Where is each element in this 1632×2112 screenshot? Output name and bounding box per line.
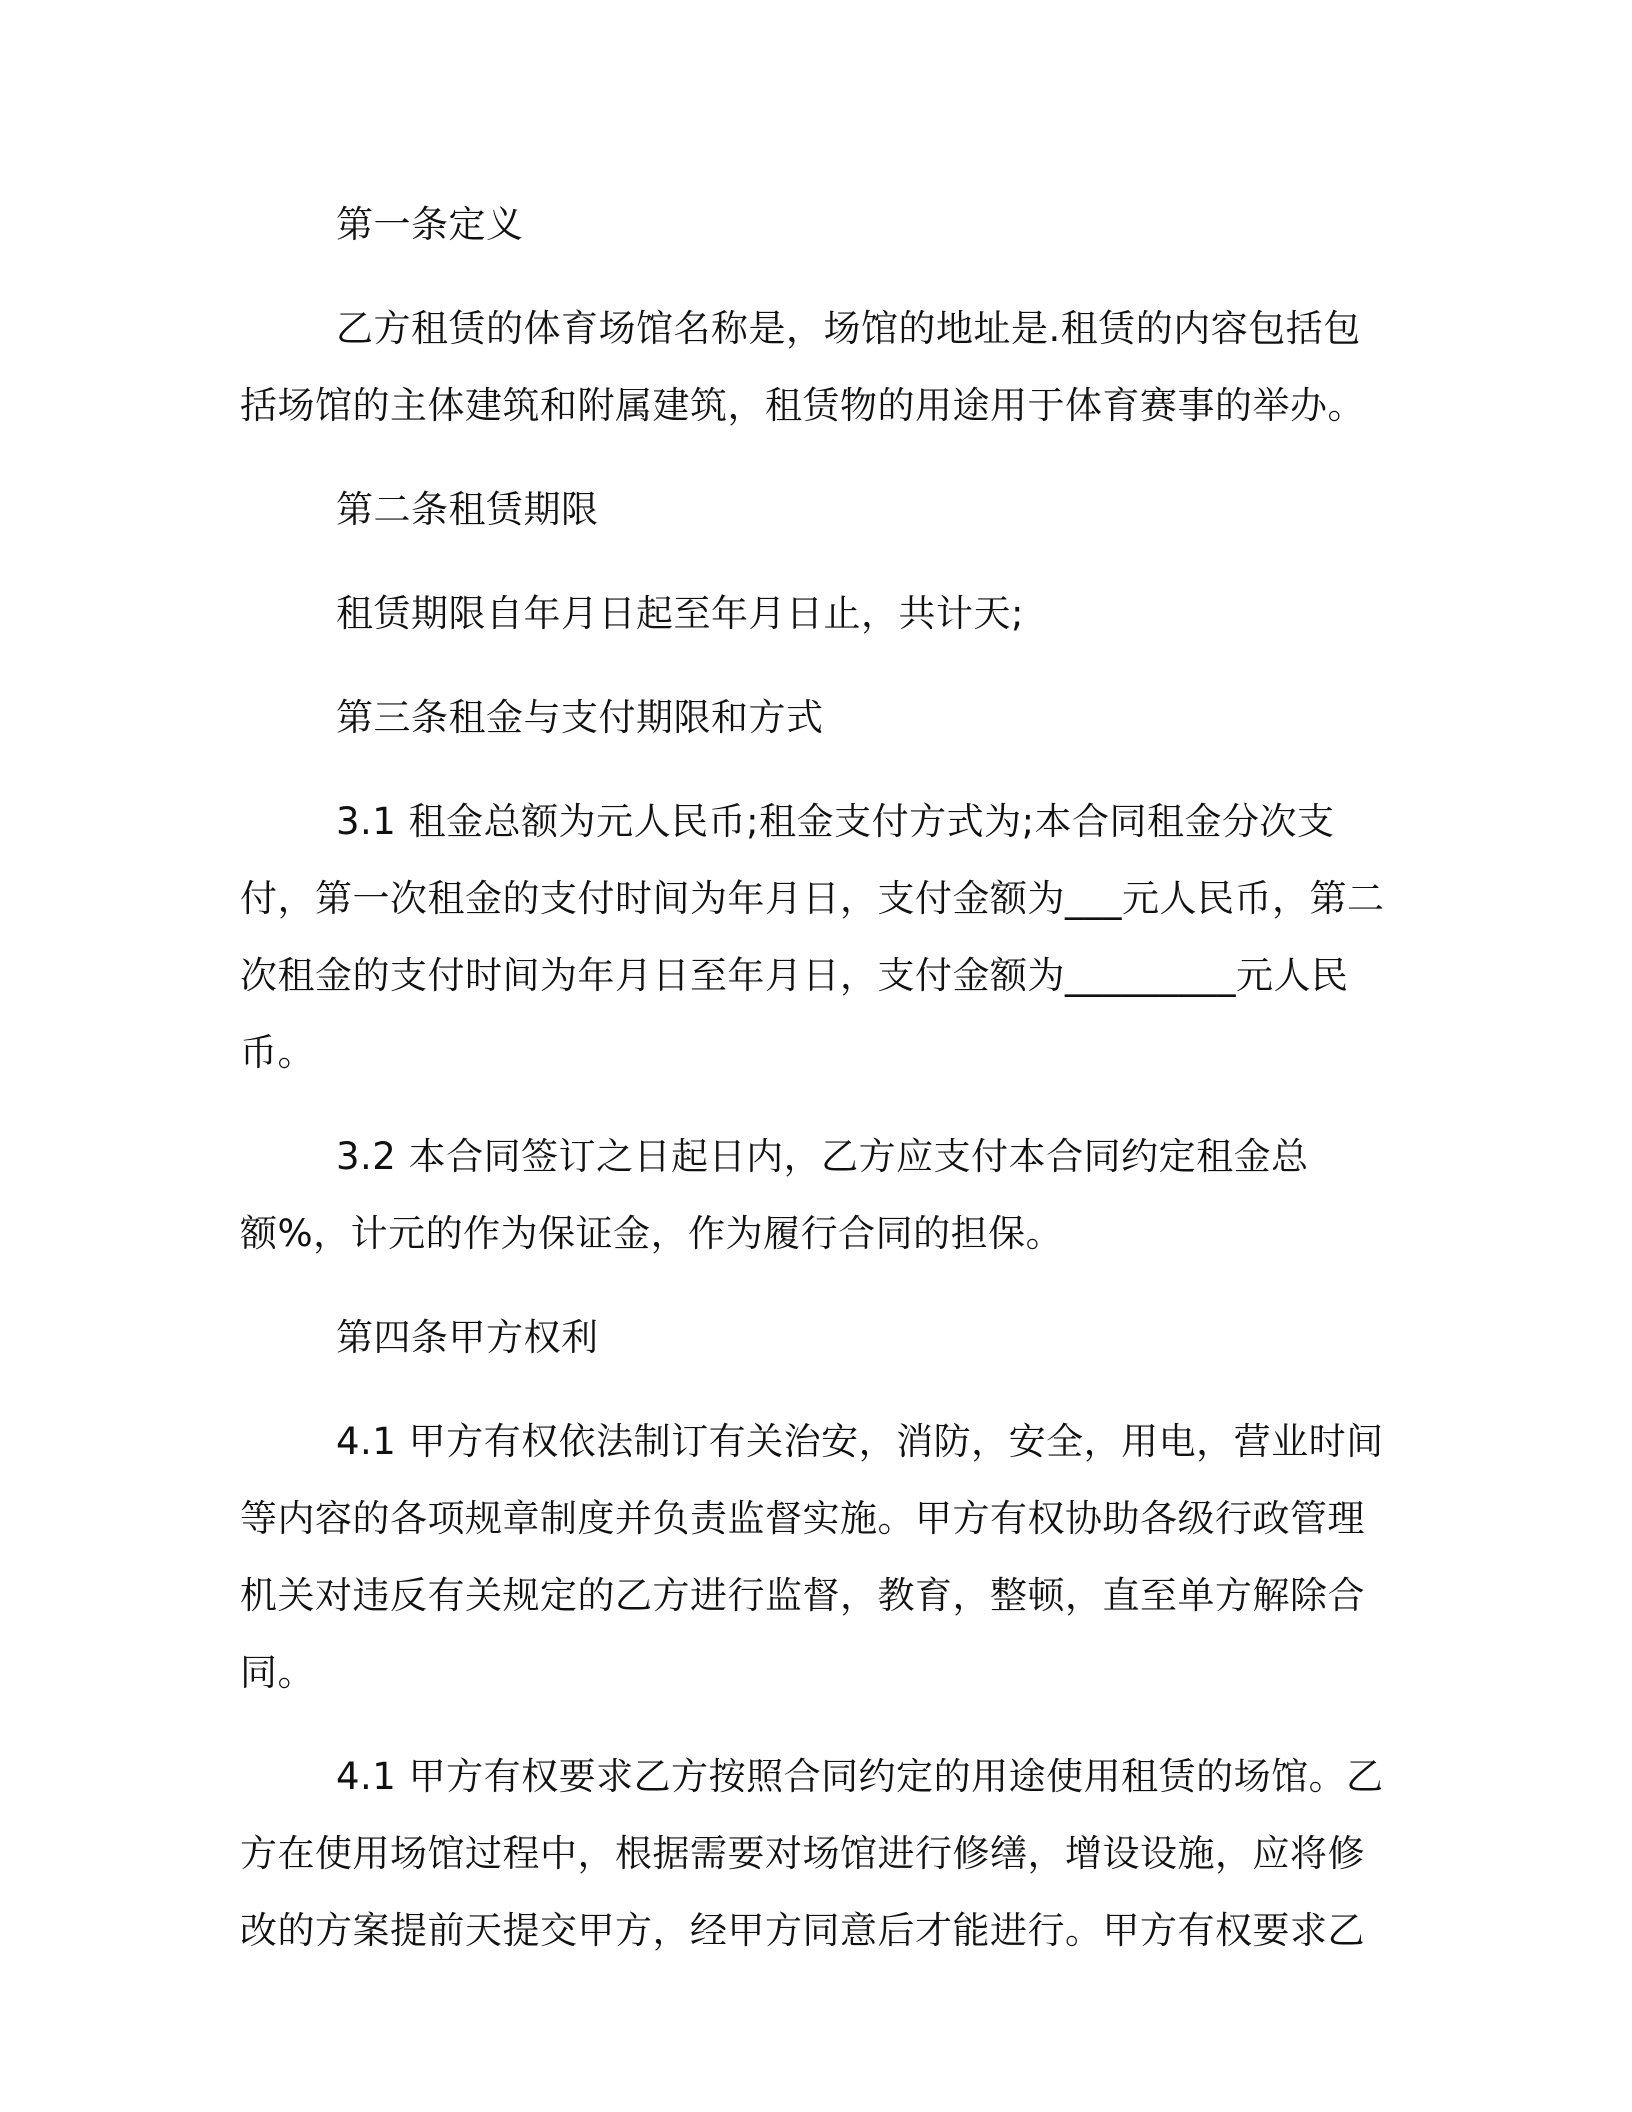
section-heading-2: 第二条租赁期限 [336,488,599,531]
spacer [240,548,1390,575]
paragraph-3-1: 3.1 租金总额为元人民币;租金支付方式为;本合同租金分次支付，第一次租金的支付时间为年月日，支付金额为___元人民币，第二次租金的支付时间为年月日至年月日，支付金额为_________元人民币。 [240,800,1385,1074]
paragraph-definition: 乙方租赁的体育场馆名称是，场馆的地址是.租赁的内容包括包括场馆的主体建筑和附属建筑，租赁物的用途用于体育赛事的举办。 [240,307,1365,427]
spacer [240,1376,1390,1403]
paragraph-4-1a: 4.1 甲方有权依法制订有关治安，消防，安全，用电，营业时间等内容的各项规章制度并负责监督实施。甲方有权协助各级行政管理机关对违反有关规定的乙方进行监督，教育，整顿，直至单方解除合同。 [240,1420,1384,1694]
paragraph-lease-term: 租赁期限自年月日起至年月日止，共计天; [336,592,1024,635]
spacer [240,1272,1390,1299]
spacer [240,756,1390,783]
document-body [240,186,1390,1969]
spacer [240,444,1390,471]
paragraph-3-2: 3.2 本合同签订之日起日内，乙方应支付本合同约定租金总额%，计元的作为保证金，作为履行合同的担保。 [240,1135,1309,1255]
paragraph-4-1b: 4.1 甲方有权要求乙方按照合同约定的用途使用租赁的场馆。乙方在使用场馆过程中，根据需要对场馆进行修缮，增设设施，应将修改的方案提前天提交甲方，经甲方同意后才能进行。甲方有权要求乙 [240,1755,1384,1952]
spacer [240,1711,1390,1738]
section-heading-3: 第三条租金与支付期限和方式 [336,696,824,739]
section-heading-1: 第一条定义 [336,203,524,246]
spacer [240,652,1390,679]
section-heading-4: 第四条甲方权利 [336,1316,599,1359]
spacer [240,1091,1390,1118]
spacer [240,263,1390,290]
